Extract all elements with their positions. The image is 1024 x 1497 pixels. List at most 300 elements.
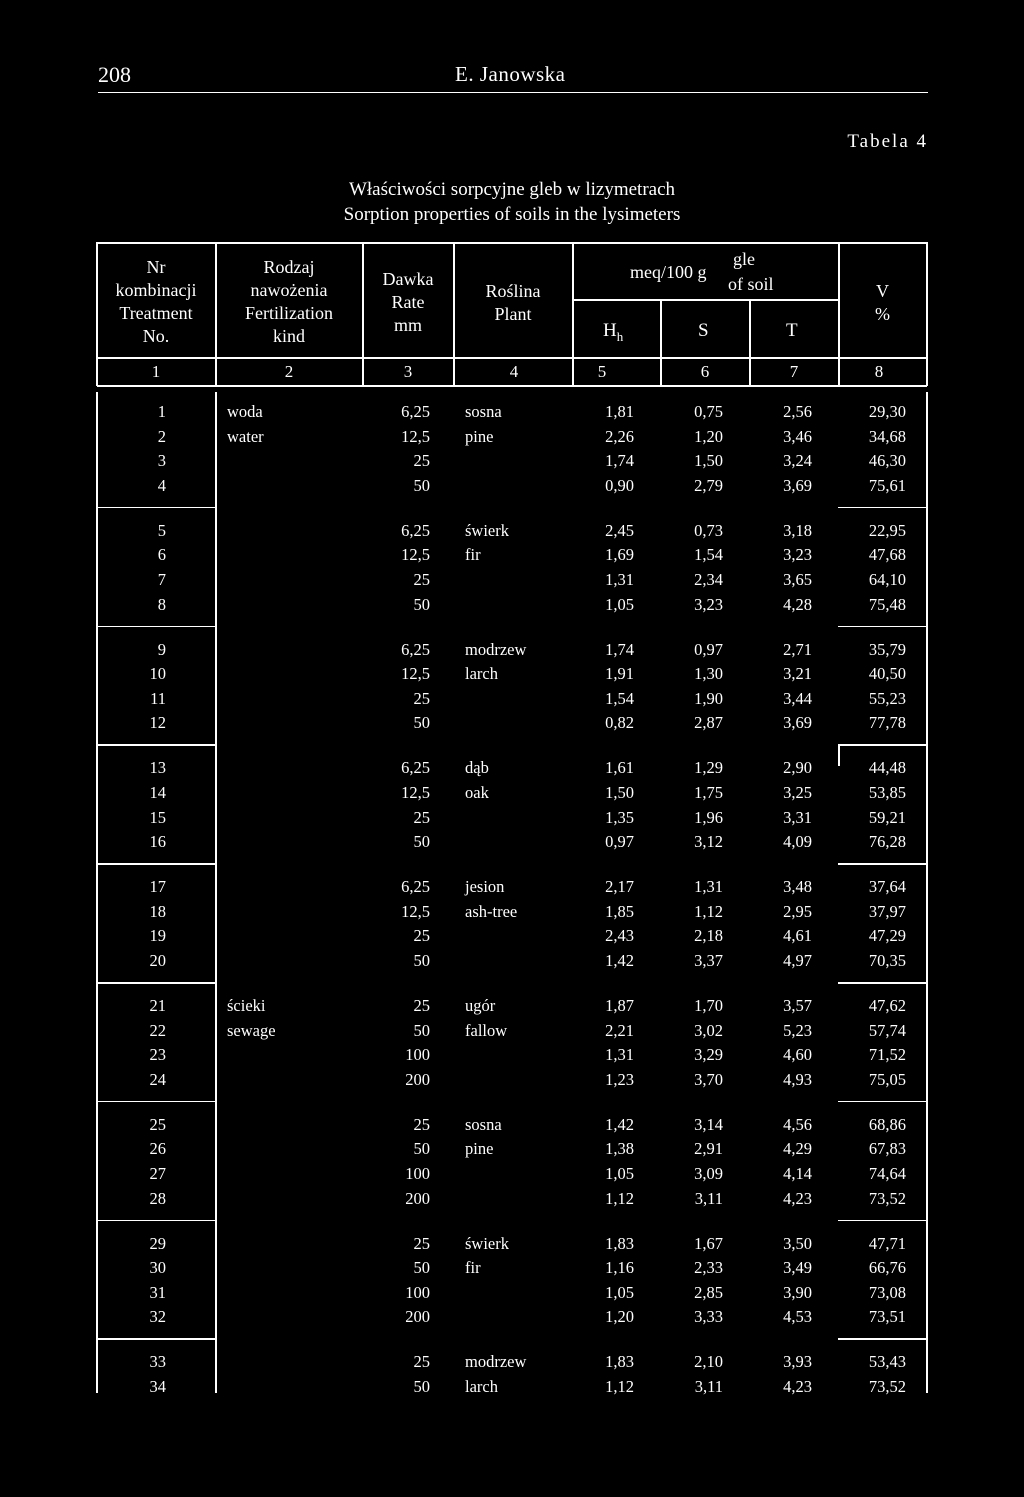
page-number: 208 (98, 62, 131, 87)
cell-t: 3,49 (783, 1258, 812, 1278)
cell-treatment-no: 28 (149, 1188, 166, 1208)
cell-plant: oak (465, 783, 489, 802)
cell-v: 47,29 (868, 926, 906, 946)
cell-v: 75,48 (868, 594, 906, 614)
header-meq-unit: meq/100 g (630, 262, 707, 282)
cell-s: 1,29 (694, 758, 723, 778)
cell-rate: 6,25 (401, 520, 430, 540)
cell-t: 3,23 (783, 545, 812, 565)
cell-rate: 25 (413, 688, 430, 708)
cell-rate: 12,5 (401, 783, 430, 802)
cell-hh: 0,97 (605, 832, 634, 852)
cell-v: 46,30 (868, 451, 906, 471)
cell-hh: 1,35 (605, 807, 634, 827)
cell-hh: 1,16 (605, 1258, 634, 1278)
cell-treatment-no: 18 (149, 901, 166, 921)
cell-s: 1,20 (694, 426, 723, 446)
cell-hh: 1,20 (605, 1307, 634, 1327)
cell-hh: 1,12 (605, 1377, 634, 1396)
col-divider (572, 242, 574, 386)
cell-t: 3,69 (783, 713, 812, 733)
table-row (0, 1070, 1024, 1094)
group-separator (838, 744, 927, 746)
table-row (0, 1139, 1024, 1163)
cell-fertilization-kind: woda (227, 402, 263, 421)
cell-treatment-no: 7 (157, 570, 166, 589)
group-separator (97, 1338, 215, 1340)
header-treatment-no: Nr kombinacji Treatment No. (115, 257, 197, 346)
cell-rate: 25 (413, 1233, 430, 1253)
cell-rate: 50 (413, 713, 430, 733)
cell-plant: fir (465, 1258, 481, 1278)
cell-plant: sosna (465, 402, 502, 421)
cell-hh: 1,87 (605, 996, 634, 1015)
cell-rate: 6,25 (401, 758, 430, 778)
cell-treatment-no: 26 (149, 1139, 166, 1159)
cell-rate: 50 (413, 832, 430, 852)
cell-s: 0,73 (694, 520, 723, 540)
cell-rate: 25 (413, 451, 430, 471)
cell-s: 3,11 (694, 1188, 723, 1208)
group-separator (97, 626, 215, 628)
cell-treatment-no: 6 (157, 545, 166, 565)
cell-hh: 2,45 (605, 520, 634, 540)
cell-s: 3,23 (694, 594, 723, 614)
cell-plant: pine (465, 1139, 494, 1159)
cell-hh: 1,12 (605, 1188, 634, 1208)
cell-hh: 1,91 (605, 664, 634, 684)
table-row (0, 758, 1024, 782)
cell-hh: 1,31 (605, 1045, 634, 1065)
table-row (0, 1307, 1024, 1331)
cell-plant: fallow (465, 1020, 508, 1040)
cell-t: 3,31 (783, 807, 812, 827)
cell-v: 53,43 (868, 1352, 906, 1372)
body-vertical-rule (96, 392, 98, 1393)
col-number: 5 (597, 362, 607, 381)
cell-v: 67,83 (868, 1139, 906, 1159)
cell-treatment-no: 16 (149, 832, 166, 852)
cell-hh: 0,90 (605, 475, 634, 495)
group-separator (838, 626, 927, 628)
cell-t: 4,28 (783, 594, 812, 614)
cell-rate: 50 (413, 1258, 430, 1278)
cell-s: 1,54 (694, 545, 723, 565)
cell-v: 47,62 (868, 996, 906, 1015)
cell-t: 2,71 (783, 639, 812, 659)
table-row (0, 783, 1024, 807)
header-meq-subscript: of soil (728, 274, 774, 294)
cell-v: 22,95 (868, 520, 906, 540)
column-number-rule (97, 385, 927, 387)
cell-s: 3,14 (694, 1114, 723, 1134)
table-row (0, 521, 1024, 545)
table-row (0, 451, 1024, 475)
cell-v: 34,68 (868, 426, 906, 446)
cell-rate: 25 (413, 807, 430, 827)
group-separator (97, 1101, 215, 1103)
cell-s: 3,29 (694, 1045, 723, 1065)
cell-hh: 1,38 (605, 1139, 634, 1159)
table-row (0, 1234, 1024, 1258)
cell-s: 2,34 (694, 570, 723, 589)
cell-rate: 50 (413, 1020, 430, 1040)
table-row (0, 808, 1024, 832)
cell-t: 4,97 (783, 951, 812, 970)
cell-treatment-no: 32 (149, 1307, 166, 1327)
cell-v: 74,64 (868, 1164, 906, 1183)
cell-hh: 0,82 (605, 713, 634, 733)
table-row (0, 1164, 1024, 1188)
cell-plant: świerk (465, 1233, 509, 1253)
col-number: 1 (151, 362, 161, 381)
cell-v: 70,35 (868, 951, 906, 970)
cell-v: 59,21 (868, 807, 906, 827)
cell-v: 76,28 (868, 832, 906, 852)
col-number: 3 (403, 362, 413, 381)
cell-treatment-no: 29 (149, 1233, 166, 1253)
cell-treatment-no: 33 (149, 1352, 166, 1372)
cell-rate: 12,5 (401, 545, 430, 565)
cell-t: 4,60 (783, 1045, 812, 1065)
table-row (0, 640, 1024, 664)
cell-s: 2,85 (694, 1282, 723, 1302)
cell-plant: ash-tree (465, 901, 518, 921)
cell-rate: 50 (413, 594, 430, 614)
group-separator (838, 507, 927, 509)
cell-v: 73,08 (868, 1282, 906, 1302)
cell-v: 77,78 (868, 713, 906, 733)
header-t: T (786, 320, 798, 341)
cell-t: 3,24 (783, 451, 812, 471)
header-rate: Dawka Rate mm (382, 269, 434, 335)
cell-s: 2,91 (694, 1139, 723, 1159)
group-separator (838, 1101, 927, 1103)
cell-s: 0,97 (694, 639, 723, 659)
cell-treatment-no: 25 (149, 1114, 166, 1134)
cell-s: 3,33 (694, 1307, 723, 1327)
cell-rate: 12,5 (401, 901, 430, 921)
col-number: 6 (700, 362, 710, 381)
cell-t: 4,53 (783, 1307, 812, 1327)
table-row (0, 1352, 1024, 1376)
cell-rate: 12,5 (401, 664, 430, 684)
cell-v: 47,71 (868, 1233, 906, 1253)
cell-t: 3,48 (783, 877, 812, 897)
cell-treatment-no: 10 (149, 664, 166, 684)
cell-plant: larch (465, 664, 498, 684)
cell-treatment-no: 30 (149, 1258, 166, 1278)
cell-s: 3,37 (694, 951, 723, 970)
cell-hh: 1,05 (605, 1282, 634, 1302)
cell-t: 3,65 (783, 570, 812, 589)
cell-treatment-no: 19 (149, 926, 166, 946)
cell-t: 2,95 (783, 901, 812, 921)
cell-v: 47,68 (868, 545, 906, 565)
cell-hh: 1,05 (605, 1164, 634, 1183)
cell-hh: 1,69 (605, 545, 634, 565)
cell-v: 35,79 (868, 639, 906, 659)
cell-hh: 2,17 (605, 877, 634, 897)
header-bottom-rule (97, 357, 927, 359)
group-separator (838, 1220, 927, 1222)
cell-treatment-no: 27 (149, 1164, 166, 1183)
table-right-border (926, 242, 928, 386)
cell-s: 1,50 (694, 451, 723, 471)
body-vertical-rule (215, 392, 217, 1393)
cell-plant: dąb (465, 758, 489, 778)
table-row (0, 427, 1024, 451)
cell-rate: 100 (405, 1282, 430, 1302)
cell-v: 37,64 (868, 877, 906, 897)
cell-t: 2,90 (783, 758, 812, 778)
cell-s: 2,10 (694, 1352, 723, 1372)
cell-s: 1,96 (694, 807, 723, 827)
cell-v: 73,51 (868, 1307, 906, 1327)
header-top-rule (97, 242, 927, 244)
cell-hh: 1,83 (605, 1233, 634, 1253)
cell-hh: 1,23 (605, 1069, 634, 1089)
cell-hh: 1,85 (605, 901, 634, 921)
group-separator (838, 1338, 927, 1340)
cell-treatment-no: 34 (149, 1377, 166, 1396)
cell-t: 4,93 (783, 1069, 812, 1089)
cell-plant: fir (465, 545, 481, 565)
cell-plant: pine (465, 426, 494, 446)
cell-v: 64,10 (868, 570, 906, 589)
cell-rate: 200 (405, 1069, 430, 1089)
cell-t: 4,23 (783, 1377, 812, 1396)
cell-v: 57,74 (868, 1020, 906, 1040)
cell-rate: 6,25 (401, 402, 430, 421)
cell-v: 75,05 (868, 1069, 906, 1089)
header-rule (98, 92, 928, 93)
cell-t: 3,57 (783, 996, 812, 1015)
cell-s: 2,33 (694, 1258, 723, 1278)
cell-treatment-no: 31 (149, 1282, 166, 1302)
cell-s: 1,70 (694, 996, 723, 1015)
group-separator (97, 507, 215, 509)
cell-rate: 200 (405, 1307, 430, 1327)
group-separator (97, 982, 215, 984)
cell-v: 55,23 (868, 688, 906, 708)
cell-treatment-no: 13 (149, 758, 166, 778)
header-v-percent: V % (875, 281, 890, 324)
cell-t: 2,56 (783, 402, 812, 421)
cell-s: 2,79 (694, 475, 723, 495)
cell-s: 3,09 (694, 1164, 723, 1183)
table-row (0, 1258, 1024, 1282)
cell-treatment-no: 15 (149, 807, 166, 827)
cell-v: 40,50 (868, 664, 906, 684)
table-label: Tabela 4 (847, 131, 928, 152)
cell-v: 73,52 (868, 1377, 906, 1396)
cell-treatment-no: 17 (149, 877, 166, 897)
cell-s: 0,75 (694, 402, 723, 421)
table-row (0, 832, 1024, 856)
cell-fertilization-kind: ścieki (227, 996, 266, 1015)
cell-plant: larch (465, 1377, 498, 1396)
cell-plant: modrzew (465, 1352, 527, 1372)
cell-v: 71,52 (868, 1045, 906, 1065)
cell-t: 4,23 (783, 1188, 812, 1208)
cell-treatment-no: 5 (157, 520, 166, 540)
cell-t: 3,21 (783, 664, 812, 684)
table-row (0, 402, 1024, 426)
cell-t: 4,56 (783, 1114, 812, 1134)
cell-hh: 1,74 (605, 639, 634, 659)
cell-hh: 1,50 (605, 783, 634, 802)
cell-plant: modrzew (465, 639, 527, 659)
cell-rate: 12,5 (401, 426, 430, 446)
cell-hh: 1,81 (605, 402, 634, 421)
table-row (0, 545, 1024, 569)
cell-t: 3,93 (783, 1352, 812, 1372)
table-row (0, 713, 1024, 737)
table-row (0, 1377, 1024, 1401)
header-meq-superscript: gle (733, 249, 755, 269)
cell-plant: sosna (465, 1114, 502, 1134)
cell-treatment-no: 3 (157, 451, 166, 471)
cell-s: 3,70 (694, 1069, 723, 1089)
group-separator (97, 863, 215, 865)
cell-v: 37,97 (868, 901, 906, 921)
cell-t: 4,09 (783, 832, 812, 852)
cell-s: 1,75 (694, 783, 723, 802)
cell-plant: ugór (465, 996, 496, 1015)
group-separator (838, 982, 927, 984)
header-s: S (698, 320, 709, 341)
cell-t: 3,44 (783, 688, 812, 708)
running-head: E. Janowska (455, 62, 566, 86)
cell-hh: 1,74 (605, 451, 634, 471)
cell-t: 4,14 (783, 1164, 812, 1183)
table-row (0, 926, 1024, 950)
cell-v: 75,61 (868, 475, 906, 495)
cell-rate: 25 (413, 1352, 430, 1372)
header-fertilization-kind: Rodzaj nawożenia Fertilization kind (245, 257, 333, 346)
cell-v: 73,52 (868, 1188, 906, 1208)
cell-treatment-no: 22 (149, 1020, 166, 1040)
cell-treatment-no: 9 (157, 639, 166, 659)
table-row (0, 595, 1024, 619)
cell-treatment-no: 14 (149, 783, 166, 802)
cell-v: 29,30 (868, 402, 906, 421)
cell-hh: 1,54 (605, 688, 634, 708)
cell-rate: 6,25 (401, 639, 430, 659)
table-row (0, 1045, 1024, 1069)
cell-t: 3,90 (783, 1282, 812, 1302)
col-number: 2 (284, 362, 294, 381)
cell-plant: jesion (465, 877, 505, 897)
cell-rate: 25 (413, 996, 430, 1015)
cell-t: 4,29 (783, 1139, 812, 1159)
cell-hh: 2,43 (605, 926, 634, 946)
cell-treatment-no: 12 (149, 713, 166, 733)
header-plant: Roślina Plant (485, 281, 541, 324)
table-title-english: Sorption properties of soils in the lysimeters (343, 204, 681, 225)
cell-treatment-no: 1 (157, 402, 166, 421)
cell-s: 1,67 (694, 1233, 723, 1253)
cell-fertilization-kind: sewage (227, 1020, 276, 1040)
cell-s: 1,30 (694, 664, 723, 684)
table-row (0, 1189, 1024, 1213)
table-title-polish: Właściwości sorpcyjne gleb w lizymetrach (348, 179, 676, 200)
cell-rate: 50 (413, 951, 430, 970)
cell-hh: 1,31 (605, 570, 634, 589)
cell-t: 3,46 (783, 426, 812, 446)
cell-s: 3,12 (694, 832, 723, 852)
cell-rate: 50 (413, 1377, 430, 1396)
cell-treatment-no: 4 (157, 475, 166, 495)
cell-rate: 100 (405, 1045, 430, 1065)
cell-plant: świerk (465, 520, 509, 540)
body-vertical-rule (926, 392, 928, 1393)
cell-t: 4,61 (783, 926, 812, 946)
cell-s: 1,31 (694, 877, 723, 897)
table-row (0, 1021, 1024, 1045)
col-divider (749, 299, 751, 386)
cell-t: 3,50 (783, 1233, 812, 1253)
table-row (0, 476, 1024, 500)
cell-treatment-no: 20 (149, 951, 166, 970)
group-separator (97, 1220, 215, 1222)
cell-rate: 200 (405, 1188, 430, 1208)
cell-hh: 2,21 (605, 1020, 634, 1040)
table-row (0, 951, 1024, 975)
cell-rate: 25 (413, 570, 430, 589)
cell-treatment-no: 2 (157, 426, 166, 446)
cell-s: 1,12 (694, 901, 723, 921)
table-row (0, 877, 1024, 901)
table-row (0, 1115, 1024, 1139)
cell-t: 3,18 (783, 520, 812, 540)
cell-hh: 2,26 (605, 426, 634, 446)
table-row (0, 664, 1024, 688)
group-separator (838, 863, 927, 865)
cell-s: 3,02 (694, 1020, 723, 1040)
cell-s: 2,87 (694, 713, 723, 733)
cell-s: 2,18 (694, 926, 723, 946)
cell-t: 5,23 (783, 1020, 812, 1040)
cell-fertilization-kind: water (227, 426, 264, 446)
cell-hh: 1,42 (605, 1114, 634, 1134)
cell-t: 3,69 (783, 475, 812, 495)
header-hh: $H_h$ (603, 320, 624, 344)
cell-s: 1,90 (694, 688, 723, 708)
cell-v: 66,76 (868, 1258, 906, 1278)
cell-hh: 1,83 (605, 1352, 634, 1372)
cell-v: 68,86 (868, 1114, 906, 1134)
cell-v: 53,85 (868, 783, 906, 802)
meq-subheader-rule (573, 299, 838, 301)
cell-rate: 50 (413, 475, 430, 495)
table-row (0, 996, 1024, 1020)
cell-treatment-no: 23 (149, 1045, 166, 1065)
cell-treatment-no: 24 (149, 1069, 166, 1089)
cell-v: 44,48 (868, 758, 906, 778)
group-separator (97, 744, 215, 746)
cell-rate: 100 (405, 1164, 430, 1183)
table-row (0, 689, 1024, 713)
table-row (0, 1283, 1024, 1307)
cell-rate: 25 (413, 1114, 430, 1134)
col-divider (660, 299, 662, 386)
col-number: 8 (874, 362, 884, 381)
col-number: 7 (789, 362, 799, 381)
cell-t: 3,25 (783, 783, 812, 802)
table-row (0, 570, 1024, 594)
